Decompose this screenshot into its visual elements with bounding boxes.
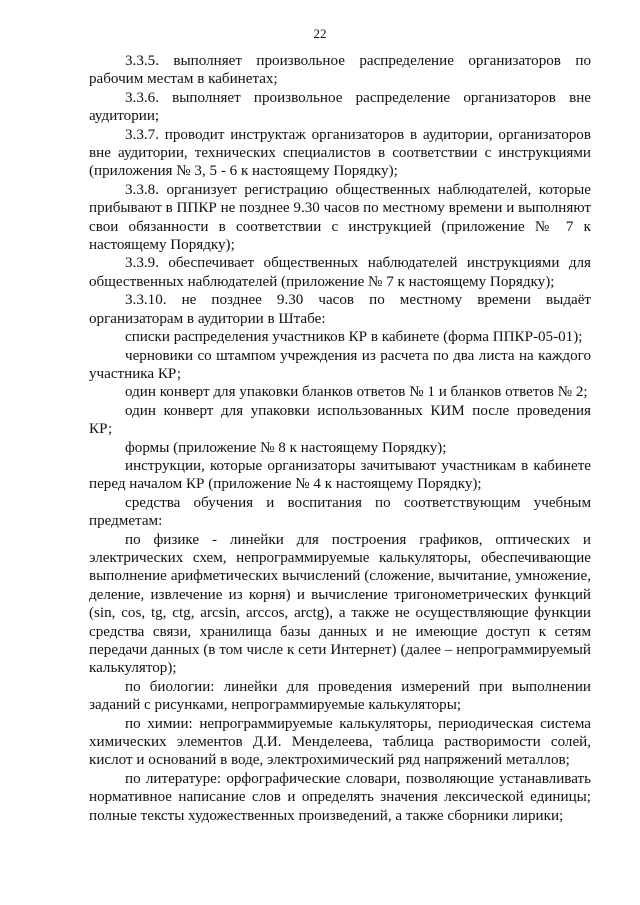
list-item-learning-tools: средства обучения и воспитания по соответствующим учебным предметам:	[89, 494, 591, 530]
list-item-forms: формы (приложение № 8 к настоящему Порядку);	[125, 439, 447, 456]
document-body	[89, 52, 591, 825]
subject-physics: по физике - линейки для построения графиков, оптических и электрических схем, непрограммируемые калькуляторы, обеспечивающие выполнение арифметических вычислений (сложение, вычитание, умножение, деление, извлечение из корня) и вычисление тригонометрических функций (sin, cos, tg, ctg, arcsin, arccos, arctg), а также не осуществляющие функции средства связи, хранилища базы данных и не имеющие доступ к сетям передачи данных (в том числе к сети Интернет) (далее – непрограммируемый калькулятор);	[89, 531, 591, 677]
subject-biology: по биологии: линейки для проведения измерений при выполнении заданий с рисунками, непрограммируемые калькуляторы;	[89, 678, 591, 714]
list-item-instructions: инструкции, которые организаторы зачитывают участникам в кабинете перед началом КР (приложение № 4 к настоящему Порядку);	[89, 457, 591, 493]
page-number: 22	[313, 26, 327, 41]
paragraph-3-3-10: 3.3.10. не позднее 9.30 часов по местному времени выдаёт организаторам в аудитории в Штабе:	[89, 292, 591, 327]
list-item-drafts: черновики со штампом учреждения из расчета по два листа на каждого участника КР;	[89, 347, 591, 382]
list-item-answer-envelope: один конверт для упаковки бланков ответов № 1 и бланков ответов № 2;	[125, 384, 588, 401]
paragraph-3-3-6: 3.3.6. выполняет произвольное распределение организаторов вне аудитории;	[89, 89, 591, 125]
paragraph-3-3-8: 3.3.8. организует регистрацию общественных наблюдателей, которые прибывают в ППКР не позднее 9.30 часов по местному времени и выполняют свои обязанности в соответствии с инструкцией (приложение № 7 к настоящему Порядку);	[89, 181, 591, 254]
subject-chemistry: по химии: непрограммируемые калькуляторы, периодическая система химических элементов Д.И. Менделеева, таблица растворимости солей, кислот и оснований в воде, электрохимический ряд напряжений металлов;	[89, 715, 591, 769]
paragraph-3-3-5: 3.3.5. выполняет произвольное распределение организаторов по рабочим местам в кабинетах;	[89, 53, 591, 88]
paragraph-3-3-7: 3.3.7. проводит инструктаж организаторов в аудитории, организаторов вне аудитории, технических специалистов в соответствии с инструкциями (приложения № 3, 5 - 6 к настоящему Порядку);	[89, 126, 591, 180]
list-item-student-lists: списки распределения участников КР в кабинете (форма ППКР-05-01);	[125, 329, 583, 346]
list-item-kim-envelope: один конверт для упаковки использованных КИМ после проведения КР;	[89, 402, 591, 438]
subject-literature: по литературе: орфографические словари, позволяющие устанавливать нормативное написание слов и определять значения лексической единицы; полные тексты художественных произведений, а также сборники лирики;	[89, 770, 591, 824]
paragraph-3-3-9: 3.3.9. обеспечивает общественных наблюдателей инструкциями для общественных наблюдателей (приложение № 7 к настоящему Порядку);	[89, 255, 591, 290]
